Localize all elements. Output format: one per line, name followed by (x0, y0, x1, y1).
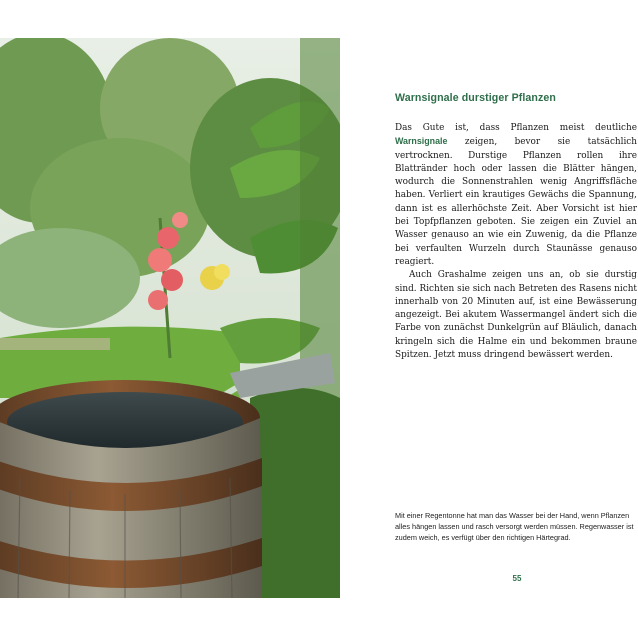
photo-caption: Mit einer Regentonne hat man das Wasser bei der Hand, wenn Pflanzen alles hängen lassen und rasch versorgt werden müssen. Regenwasser ist zudem weich, es verfügt über den richtigen Härtegrad. (395, 511, 634, 543)
body-paragraph-1 (395, 122, 637, 269)
keyword-warnsignale: Warnsignale (395, 136, 448, 147)
text-column (395, 92, 637, 362)
paragraph-1-start: Das Gute ist, dass Pflanzen meist deutliche (395, 123, 637, 133)
garden-rain-barrel-photo (0, 38, 340, 598)
section-heading: Warnsignale durstiger Pflanzen (395, 92, 556, 104)
body-paragraph-2: Auch Grashalme zeigen uns an, ob sie durstig sind. Richten sie sich nach Betreten des Rasens nicht innerhalb von 20 Minuten auf, ist eine Bewässerung angezeigt. Bei akutem Wassermangel ändert sich die Farbe von zunächst Dunkelgrün auf Bläulich, danach kringeln sich die Halme ein und bekommen braune Spitzen. Jetzt muss dringend bewässert werden. (395, 270, 637, 361)
page-number: 55 (512, 574, 522, 583)
paragraph-1-rest: zeigen, bevor sie tatsächlich vertrocknen. Durstige Pflanzen rollen ihre Blattränder hoch oder lassen die Blätter hängen, wodurch die Sonnenstrahlen wenig Angriffsfläche haben. Verliert ein krautiges Gewächs die Spannung, dann ist es allerhöchste Zeit. Aber Vorsicht ist hier bei Topfpflanzen geboten. Sie zeigen ein Zuviel an Wasser genauso an wie ein Zuwenig, da die Pflanze bei verfaulten Wurzeln durch Staunässe genauso reagiert. (395, 137, 637, 267)
